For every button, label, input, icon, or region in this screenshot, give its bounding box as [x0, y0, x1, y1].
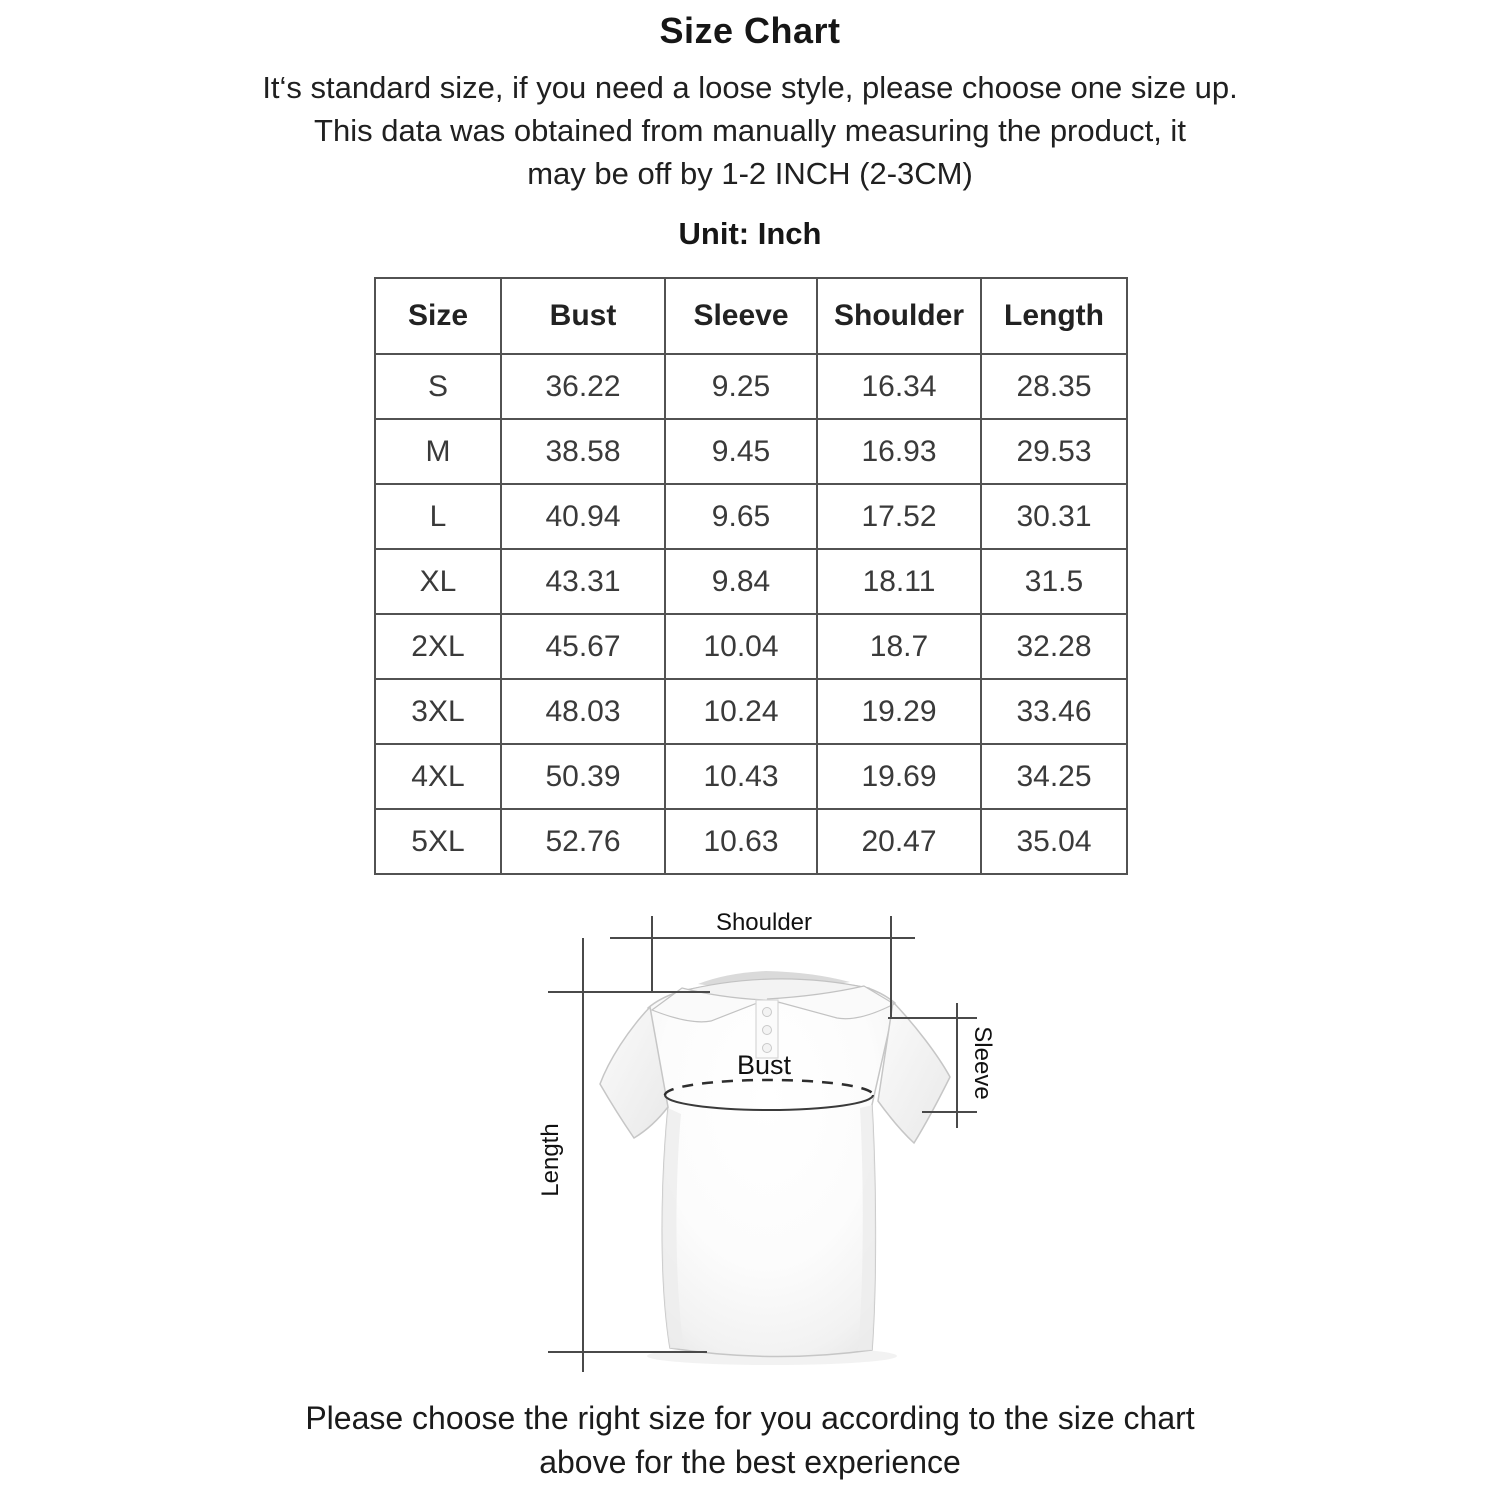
shoulder-label: Shoulder [715, 909, 813, 936]
sleeve-cell: 10.43 [665, 744, 817, 809]
size-cell: 2XL [375, 614, 501, 679]
table-row [375, 419, 1127, 484]
polo-shirt-illustration [500, 900, 1060, 1390]
size-cell: S [375, 354, 501, 419]
bust-cell: 45.67 [501, 614, 665, 679]
table-row [375, 809, 1127, 874]
shoulder-cell: 20.47 [817, 809, 981, 874]
page-title: Size Chart [659, 10, 841, 51]
button [763, 1026, 772, 1035]
length-label: Length [537, 1123, 564, 1197]
size-cell: L [375, 484, 501, 549]
size-cell: 5XL [375, 809, 501, 874]
sleeve-cell: 10.24 [665, 679, 817, 744]
bust-cell: 52.76 [501, 809, 665, 874]
footer-line-1: Please choose the right size for you according to the size chart [305, 1400, 1195, 1436]
length-cell: 29.53 [981, 419, 1127, 484]
shoulder-cell: 16.34 [817, 354, 981, 419]
shoulder-cell: 16.93 [817, 419, 981, 484]
bust-label: Bust [736, 1050, 792, 1080]
description-line-2: This data was obtained from manually measuring the product, it [314, 113, 1186, 148]
shoulder-cell: 19.29 [817, 679, 981, 744]
description-line-1: It‘s standard size, if you need a loose style, please choose one size up. [262, 70, 1238, 105]
size-table-header-row [375, 278, 1127, 354]
measurement-diagram [500, 900, 1060, 1390]
sleeve-cell: 10.63 [665, 809, 817, 874]
footer-note [0, 1396, 1500, 1484]
column-header-bust: Bust [501, 278, 665, 354]
length-cell: 31.5 [981, 549, 1127, 614]
shoulder-cell: 19.69 [817, 744, 981, 809]
length-cell: 35.04 [981, 809, 1127, 874]
shoulder-cell: 18.11 [817, 549, 981, 614]
size-cell: 3XL [375, 679, 501, 744]
sleeve-cell: 9.84 [665, 549, 817, 614]
length-cell: 28.35 [981, 354, 1127, 419]
sleeve-cell: 9.45 [665, 419, 817, 484]
bust-cell: 36.22 [501, 354, 665, 419]
sleeve-cell: 9.65 [665, 484, 817, 549]
table-row [375, 354, 1127, 419]
table-row [375, 484, 1127, 549]
sleeve-cell: 9.25 [665, 354, 817, 419]
table-row [375, 549, 1127, 614]
column-header-length: Length [981, 278, 1127, 354]
sleeve-label: Sleeve [969, 1026, 996, 1100]
size-cell: 4XL [375, 744, 501, 809]
table-row [375, 614, 1127, 679]
column-header-shoulder: Shoulder [817, 278, 981, 354]
column-header-sleeve: Sleeve [665, 278, 817, 354]
size-table [374, 277, 1128, 875]
length-cell: 30.31 [981, 484, 1127, 549]
bust-cell: 40.94 [501, 484, 665, 549]
size-cell: M [375, 419, 501, 484]
description [0, 66, 1500, 195]
length-cell: 33.46 [981, 679, 1127, 744]
bust-cell: 50.39 [501, 744, 665, 809]
bust-cell: 43.31 [501, 549, 665, 614]
sleeve-cell: 10.04 [665, 614, 817, 679]
bust-cell: 38.58 [501, 419, 665, 484]
footer-line-2: above for the best experience [539, 1444, 961, 1480]
unit-label: Unit: Inch [678, 216, 822, 251]
column-header-size: Size [375, 278, 501, 354]
description-line-3: may be off by 1-2 INCH (2-3CM) [527, 156, 973, 191]
table-row [375, 744, 1127, 809]
bust-cell: 48.03 [501, 679, 665, 744]
shoulder-cell: 17.52 [817, 484, 981, 549]
length-cell: 34.25 [981, 744, 1127, 809]
size-cell: XL [375, 549, 501, 614]
table-row [375, 679, 1127, 744]
button [763, 1008, 772, 1017]
length-cell: 32.28 [981, 614, 1127, 679]
shoulder-cell: 18.7 [817, 614, 981, 679]
